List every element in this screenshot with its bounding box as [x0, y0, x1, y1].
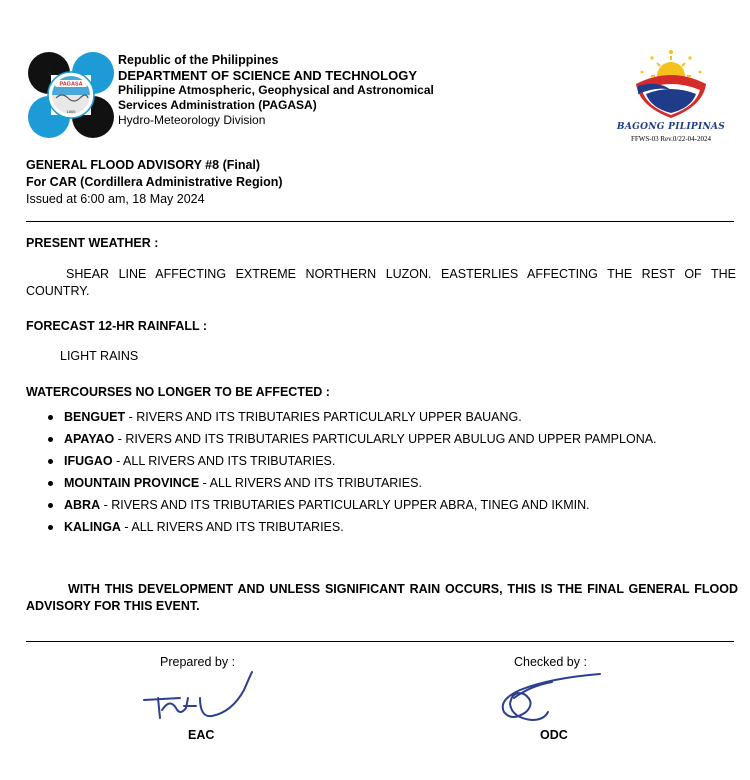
- province-name: KALINGA: [64, 520, 121, 534]
- pagasa-line-1: Philippine Atmospheric, Geophysical and Astronomical: [118, 83, 434, 97]
- bullet: [48, 437, 53, 442]
- bullet: [48, 481, 53, 486]
- list-item: [48, 498, 688, 513]
- forecast-heading: FORECAST 12-HR RAINFALL :: [26, 319, 208, 333]
- prepared-signature: [140, 668, 270, 728]
- bullet: [48, 525, 53, 530]
- prepared-by-label: Prepared by :: [160, 655, 236, 669]
- department-line: DEPARTMENT OF SCIENCE AND TECHNOLOGY: [118, 68, 418, 83]
- svg-text:PAGASA: PAGASA: [59, 81, 83, 88]
- pagasa-logo: [26, 50, 116, 140]
- checked-name: ODC: [540, 728, 568, 742]
- province-detail: - RIVERS AND ITS TRIBUTARIES PARTICULARLY UPPER BAUANG.: [125, 410, 522, 424]
- advisory-issued: Issued at 6:00 am, 18 May 2024: [26, 192, 205, 206]
- bullet: [48, 415, 53, 420]
- closing-statement: WITH THIS DEVELOPMENT AND UNLESS SIGNIFICANT RAIN OCCURS, THIS IS THE FINAL GENERAL FLOOD ADVISORY FOR THIS EVENT.: [26, 582, 738, 613]
- svg-text:1865: 1865: [66, 109, 76, 114]
- pagasa-line-2: Services Administration (PAGASA): [118, 98, 317, 112]
- agency-header: [118, 53, 434, 128]
- watercourses-list: [48, 410, 688, 542]
- divider-bottom: [26, 641, 734, 642]
- watercourses-heading: WATERCOURSES NO LONGER TO BE AFFECTED :: [26, 385, 330, 399]
- bagong-pilipinas-text: BAGONG PILIPINAS: [616, 122, 726, 132]
- list-item: [48, 410, 688, 425]
- prepared-name: EAC: [188, 728, 215, 742]
- advisory-block: [26, 157, 283, 208]
- list-item: [48, 432, 688, 447]
- province-detail: - RIVERS AND ITS TRIBUTARIES PARTICULARLY UPPER ABULUG AND UPPER PAMPLONA.: [114, 432, 657, 446]
- bullet: [48, 459, 53, 464]
- province-detail: - ALL RIVERS AND ITS TRIBUTARIES.: [120, 520, 344, 534]
- checked-by-label: Checked by :: [514, 655, 587, 669]
- present-weather-heading: PRESENT WEATHER :: [26, 236, 159, 250]
- province-detail: - ALL RIVERS AND ITS TRIBUTARIES.: [199, 476, 422, 490]
- bagong-pilipinas-logo: [628, 46, 714, 122]
- province-name: APAYAO: [64, 432, 115, 446]
- list-item: [48, 476, 688, 491]
- province-detail: - RIVERS AND ITS TRIBUTARIES PARTICULARLY UPPER ABRA, TINEG AND IKMIN.: [100, 498, 590, 512]
- province-detail: - ALL RIVERS AND ITS TRIBUTARIES.: [112, 454, 336, 468]
- present-weather-text: SHEAR LINE AFFECTING EXTREME NORTHERN LUZON. EASTERLIES AFFECTING THE REST OF THE COUNTRY.: [26, 267, 736, 298]
- advisory-region: For CAR (Cordillera Administrative Region): [26, 175, 283, 189]
- province-name: IFUGAO: [64, 454, 113, 468]
- forecast-text: LIGHT RAINS: [60, 349, 139, 363]
- divider-top: [26, 221, 734, 222]
- province-name: MOUNTAIN PROVINCE: [64, 476, 200, 490]
- bullet: [48, 503, 53, 508]
- checked-signature: [490, 668, 620, 728]
- list-item: [48, 520, 688, 535]
- list-item: [48, 454, 688, 469]
- form-code: FFWS-03 Rev.0/22-04-2024: [630, 135, 712, 143]
- province-name: ABRA: [64, 498, 101, 512]
- advisory-title: GENERAL FLOOD ADVISORY #8 (Final): [26, 158, 261, 172]
- province-name: BENGUET: [64, 410, 126, 424]
- republic-line: Republic of the Philippines: [118, 53, 279, 67]
- division-line: Hydro-Meteorology Division: [118, 113, 266, 127]
